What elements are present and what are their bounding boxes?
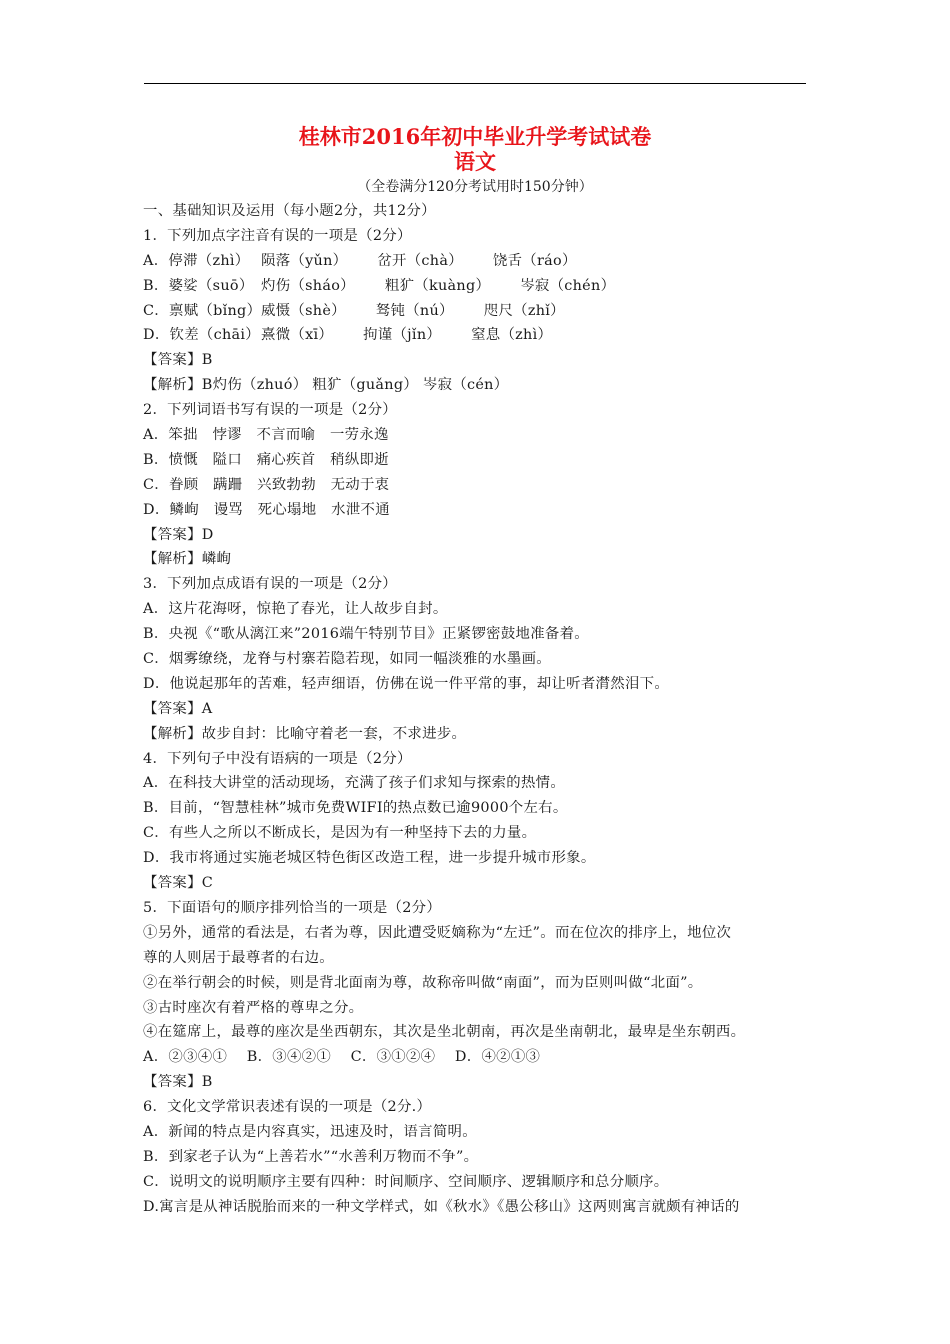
question-2-option-b: B．愤慨 隘口 痛心疾首 稍纵即逝 (143, 451, 389, 468)
question-5-sentence-3: ③古时座次有着严格的尊卑之分。 (143, 999, 364, 1016)
question-2-option-c: C．眷顾 蹒跚 兴致勃勃 无动于衷 (143, 476, 390, 493)
question-5-sentence-1: ①另外，通常的看法是，右者为尊，因此遭受贬嫡称为“左迁”。而在位次的排序上，地位次 (143, 924, 732, 941)
question-5-sentence-4: ④在筵席上，最尊的座次是坐西朝东，其次是坐北朝南，再次是坐南朝北，最卑是坐东朝西。 (143, 1024, 746, 1041)
question-6-option-a: A．新闻的特点是内容真实，迅速及时，语言简明。 (143, 1123, 477, 1140)
page-title: 桂林市2016年初中毕业升学考试试卷 (298, 124, 652, 149)
question-2-option-a: A．笨拙 悖谬 不言而喻 一劳永逸 (143, 427, 389, 444)
question-3-answer: 【答案】A (143, 700, 213, 717)
question-2-analysis: 【解析】嶙峋 (143, 551, 232, 568)
question-5-stem: 5．下面语句的顺序排列恰当的一项是（2分） (143, 899, 442, 916)
question-3-option-d: D．他说起那年的苦难，轻声细语，仿佛在说一件平常的事，却让听者潸然泪下。 (143, 675, 670, 692)
question-5-answer: 【答案】B (143, 1074, 213, 1091)
question-5-sentence-2: ②在举行朝会的时候，则是背北面南为尊，故称帝叫做“南面”，而为臣则叫做“北面”。 (143, 974, 703, 991)
question-1-option-b: B．婆娑（suō） 灼伤（sháo） 粗犷（kuàng） 岑寂（chén） (143, 277, 616, 294)
exam-info: （全卷满分120分考试用时150分钟） (357, 179, 593, 195)
question-5-sentence-1-cont: 尊的人则居于最尊者的右边。 (143, 949, 334, 966)
question-1-option-d: D．钦差（chāi）熹微（xī） 拘谨（jǐn） 窒息（zhì） (143, 327, 553, 344)
question-3-analysis: 【解析】故步自封：比喻守着老一套，不求进步。 (143, 725, 467, 742)
section-heading: 一、基础知识及运用（每小题2分，共12分） (143, 203, 436, 219)
question-1-option-a: A．停滞（zhì） 陨落（yǔn） 岔开（chà） 饶舌（ráo） (143, 252, 577, 269)
question-4-option-d: D．我市将通过实施老城区特色街区改造工程，进一步提升城市形象。 (143, 850, 596, 867)
question-6-option-d: D.寓言是从神话脱胎而来的一种文学样式，如《秋水》《愚公移山》这两则寓言就颇有神话的 (143, 1198, 740, 1215)
question-2-answer: 【答案】D (143, 526, 214, 543)
question-4-answer: 【答案】C (143, 875, 214, 892)
question-1-stem: 1．下列加点字注音有误的一项是（2分） (143, 227, 412, 244)
question-1-analysis: 【解析】B灼伤（zhuó） 粗犷（guǎng） 岑寂（cén） (143, 377, 509, 394)
question-3-option-b: B．央视《“歌从漓江来”2016端午特别节目》正紧锣密鼓地准备着。 (143, 626, 589, 643)
question-4-stem: 4．下列句子中没有语病的一项是（2分） (143, 750, 412, 767)
question-4-option-b: B．目前，“智慧桂林”城市免费WIFI的热点数已逾9000个左右。 (143, 800, 568, 817)
question-5-options: A．②③④① B．③④②① C．③①②④ D．④②①③ (143, 1049, 541, 1066)
question-6-option-c: C．说明文的说明顺序主要有四种：时间顺序、空间顺序、逻辑顺序和总分顺序。 (143, 1173, 669, 1190)
header-rule (144, 83, 806, 84)
question-1-answer: 【答案】B (143, 352, 213, 369)
page-subject: 语文 (454, 149, 496, 174)
exam-content (143, 199, 811, 1220)
question-3-stem: 3．下列加点成语有误的一项是（2分） (143, 576, 397, 593)
question-2-option-d: D．鳞峋 谩骂 死心塌地 水泄不通 (143, 501, 390, 518)
question-6-stem: 6．文化文学常识表述有误的一项是（2分.） (143, 1099, 432, 1116)
question-4-option-a: A．在科技大讲堂的活动现场，充满了孩子们求知与探索的热情。 (143, 775, 566, 792)
question-1-option-c: C．禀赋（bǐng）威慑（shè） 驽钝（nú） 咫尺（zhǐ） (143, 302, 565, 319)
question-3-option-a: A．这片花海呀，惊艳了春光，让人故步自封。 (143, 601, 448, 618)
question-4-option-c: C．有些人之所以不断成长，是因为有一种坚持下去的力量。 (143, 825, 537, 842)
question-2-stem: 2．下列词语书写有误的一项是（2分） (143, 402, 397, 419)
question-6-option-b: B．到家老子认为“上善若水”“水善利万物而不争”。 (143, 1148, 479, 1165)
question-3-option-c: C．烟雾缭绕，龙脊与村寨若隐若现，如同一幅淡雅的水墨画。 (143, 651, 551, 668)
